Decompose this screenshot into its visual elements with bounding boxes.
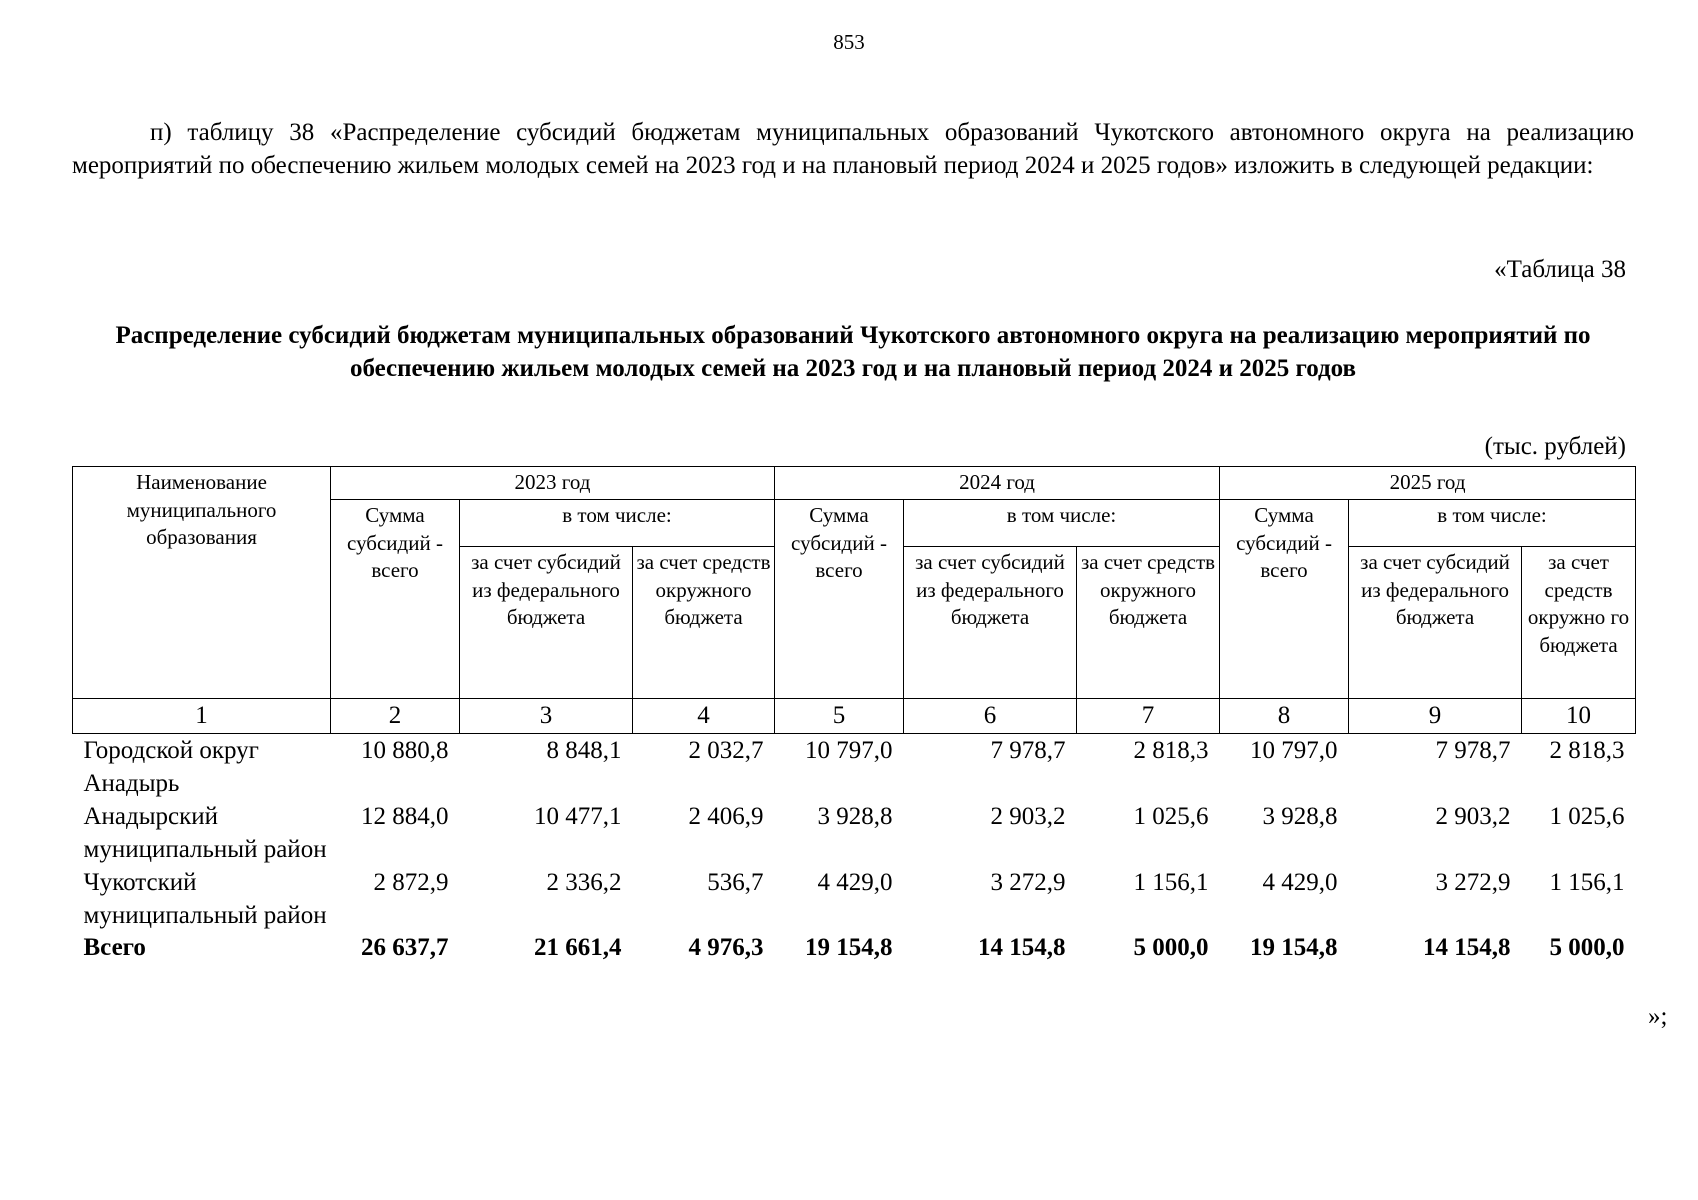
header-district-2024: за счет средств окружного бюджета <box>1077 547 1220 699</box>
value-cell: 2 903,2 <box>1435 803 1511 830</box>
value-cell: 2 818,3 <box>1133 737 1209 764</box>
header-including-2025: в том числе: <box>1349 500 1636 547</box>
total-value-cell: 26 637,7 <box>361 934 449 961</box>
table-row <box>73 800 1636 866</box>
header-year-2023: 2023 год <box>331 467 775 500</box>
total-value-cell: 19 154,8 <box>805 934 893 961</box>
value-cell: 2 903,2 <box>990 803 1066 830</box>
total-label: Всего <box>83 934 146 961</box>
municipality-name: Городской округ Анадырь <box>83 737 259 797</box>
value-cell: 1 025,6 <box>1549 803 1625 830</box>
total-value-cell: 21 661,4 <box>534 934 622 961</box>
value-cell: 2 336,2 <box>546 869 622 896</box>
header-year-2025: 2025 год <box>1220 467 1636 500</box>
municipality-name: Анадырский муниципальный район <box>83 803 327 863</box>
subsidy-table <box>72 466 1636 965</box>
total-value-cell: 4 976,3 <box>688 934 764 961</box>
column-number: 9 <box>1349 699 1522 734</box>
value-cell: 2 818,3 <box>1549 737 1625 764</box>
value-cell: 1 025,6 <box>1133 803 1209 830</box>
header-sum-total-2025: Сумма субсидий - всего <box>1220 500 1349 699</box>
column-number: 6 <box>904 699 1077 734</box>
table-row <box>73 734 1636 801</box>
header-including-2023: в том числе: <box>460 500 775 547</box>
column-number: 7 <box>1077 699 1220 734</box>
column-number: 3 <box>460 699 633 734</box>
header-federal-2024: за счет субсидий из федерального бюджета <box>904 547 1077 699</box>
total-value-cell: 5 000,0 <box>1133 934 1209 961</box>
value-cell: 10 797,0 <box>1250 737 1338 764</box>
column-number: 1 <box>73 699 331 734</box>
value-cell: 4 429,0 <box>817 869 893 896</box>
column-number-row <box>73 699 1636 734</box>
value-cell: 536,7 <box>707 869 764 896</box>
total-value-cell: 19 154,8 <box>1250 934 1338 961</box>
value-cell: 2 872,9 <box>373 869 449 896</box>
table-row <box>73 866 1636 932</box>
column-number: 10 <box>1522 699 1636 734</box>
value-cell: 1 156,1 <box>1133 869 1209 896</box>
total-value-cell: 14 154,8 <box>978 934 1066 961</box>
value-cell: 2 032,7 <box>688 737 764 764</box>
table-title: Распределение субсидий бюджетам муниципальных образований Чукотского автономного округа на реализацию мероприятий по обеспечению жильем молодых семей на 2023 год и на плановый период 2024 и 2025 годов <box>115 322 1591 382</box>
column-number: 8 <box>1220 699 1349 734</box>
page-number: 853 <box>833 30 865 54</box>
header-district-2025: за счет средств окружно го бюджета <box>1522 547 1636 699</box>
value-cell: 1 156,1 <box>1549 869 1625 896</box>
column-number: 4 <box>633 699 775 734</box>
value-cell: 3 272,9 <box>1435 869 1511 896</box>
column-number: 2 <box>331 699 460 734</box>
closing-quote-mark: »; <box>1648 1003 1668 1030</box>
header-including-2024: в том числе: <box>904 500 1220 547</box>
total-row <box>73 932 1636 965</box>
value-cell: 12 884,0 <box>361 803 449 830</box>
value-cell: 10 797,0 <box>805 737 893 764</box>
value-cell: 3 928,8 <box>817 803 893 830</box>
value-cell: 2 406,9 <box>688 803 764 830</box>
value-cell: 10 477,1 <box>534 803 622 830</box>
value-cell: 3 928,8 <box>1262 803 1338 830</box>
header-row-years <box>73 467 1636 500</box>
total-value-cell: 14 154,8 <box>1423 934 1511 961</box>
header-federal-2025: за счет субсидий из федерального бюджета <box>1349 547 1522 699</box>
value-cell: 7 978,7 <box>990 737 1066 764</box>
value-cell: 3 272,9 <box>990 869 1066 896</box>
value-cell: 10 880,8 <box>361 737 449 764</box>
header-federal-2023: за счет субсидий из федерального бюджета <box>460 547 633 699</box>
intro-paragraph: п) таблицу 38 «Распределение субсидий бюджетам муниципальных образований Чукотского автономного округа на реализацию мероприятий по обеспечению жильем молодых семей на 2023 год и на плановый период 2024 и 2025 годов» изложить в следующей редакции: <box>72 119 1634 179</box>
table-reference: «Таблица 38 <box>1494 256 1626 283</box>
value-cell: 4 429,0 <box>1262 869 1338 896</box>
total-value-cell: 5 000,0 <box>1549 934 1625 961</box>
header-district-2023: за счет средств окружного бюджета <box>633 547 775 699</box>
column-number: 5 <box>775 699 904 734</box>
municipality-name: Чукотский муниципальный район <box>83 869 327 929</box>
header-municipality-name: Наименование муниципального образования <box>73 467 331 699</box>
units-label: (тыс. рублей) <box>1484 433 1626 460</box>
value-cell: 7 978,7 <box>1435 737 1511 764</box>
header-sum-total-2023: Сумма субсидий - всего <box>331 500 460 699</box>
header-year-2024: 2024 год <box>775 467 1220 500</box>
header-sum-total-2024: Сумма субсидий - всего <box>775 500 904 699</box>
value-cell: 8 848,1 <box>546 737 622 764</box>
